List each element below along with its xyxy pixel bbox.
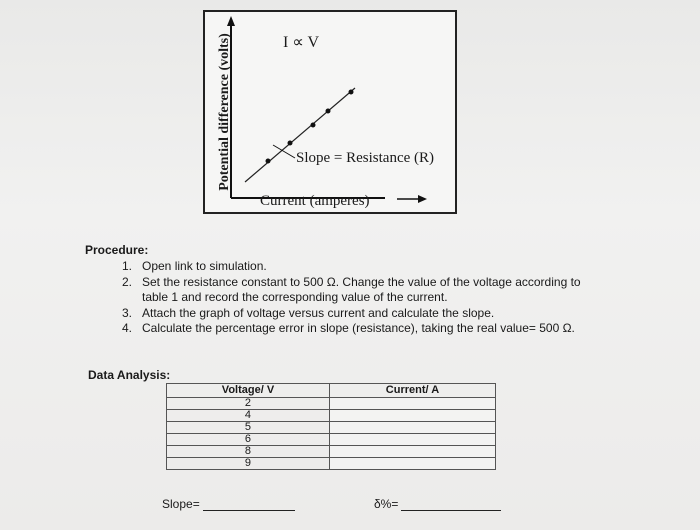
data-analysis-heading: Data Analysis: — [88, 368, 171, 382]
graph-title: I ∝ V — [283, 34, 320, 51]
step-number: 4. — [122, 321, 133, 335]
data-point — [349, 90, 354, 95]
step-number: 2. — [122, 274, 133, 289]
step-text: Set the resistance constant to 500 Ω. Change the value of the voltage according to table 1 and record the corresponding value of the current. — [142, 274, 581, 304]
procedure-step — [122, 321, 592, 337]
slope-annotation: Slope = Resistance (R) — [296, 150, 435, 166]
table-row — [167, 398, 496, 410]
trend-line — [245, 88, 355, 182]
table-row — [167, 422, 496, 434]
graph-canvas — [205, 12, 459, 216]
current-cell[interactable] — [329, 434, 495, 446]
error-answer-line — [374, 497, 501, 511]
data-point — [311, 123, 316, 128]
table-row — [167, 458, 496, 470]
procedure-steps — [122, 259, 592, 337]
current-column-header: Current/ A — [329, 384, 495, 398]
table-row — [167, 446, 496, 458]
y-axis-label: Potential difference (volts) — [217, 33, 232, 191]
slope-label: Slope= — [162, 497, 200, 511]
table-row — [167, 410, 496, 422]
step-number: 1. — [122, 259, 133, 273]
y-axis-arrow-icon — [227, 16, 235, 26]
procedure-heading: Procedure: — [85, 243, 149, 257]
voltage-cell: 5 — [167, 422, 330, 434]
step-text: Attach the graph of voltage versus current and calculate the slope. — [142, 305, 495, 320]
percent-error-blank[interactable] — [401, 500, 501, 511]
percent-error-label: δ%= — [374, 497, 399, 511]
x-axis-arrow-icon — [418, 195, 427, 203]
current-cell[interactable] — [329, 422, 495, 434]
iv-graph-figure — [203, 10, 457, 214]
slope-blank[interactable] — [203, 500, 295, 511]
voltage-cell: 6 — [167, 434, 330, 446]
table-row — [167, 434, 496, 446]
table-header-row — [167, 384, 496, 398]
procedure-step — [122, 275, 592, 306]
step-text: Calculate the percentage error in slope (resistance), taking the real value= 500 Ω. — [142, 321, 575, 335]
slope-answer-line — [162, 497, 295, 511]
voltage-column-header: Voltage/ V — [167, 384, 330, 398]
voltage-cell: 9 — [167, 458, 330, 470]
data-table — [166, 383, 496, 470]
data-point — [266, 159, 271, 164]
procedure-step — [122, 259, 592, 275]
step-number: 3. — [122, 305, 133, 320]
voltage-cell: 4 — [167, 410, 330, 422]
data-point — [288, 141, 293, 146]
current-cell[interactable] — [329, 458, 495, 470]
x-axis-label: Current (amperes) — [260, 193, 370, 209]
slope-pointer-line — [273, 145, 295, 158]
data-point — [326, 109, 331, 114]
voltage-cell: 8 — [167, 446, 330, 458]
step-text: Open link to simulation. — [142, 259, 267, 273]
voltage-cell: 2 — [167, 398, 330, 410]
current-cell[interactable] — [329, 398, 495, 410]
current-cell[interactable] — [329, 446, 495, 458]
current-cell[interactable] — [329, 410, 495, 422]
procedure-step — [122, 306, 592, 322]
